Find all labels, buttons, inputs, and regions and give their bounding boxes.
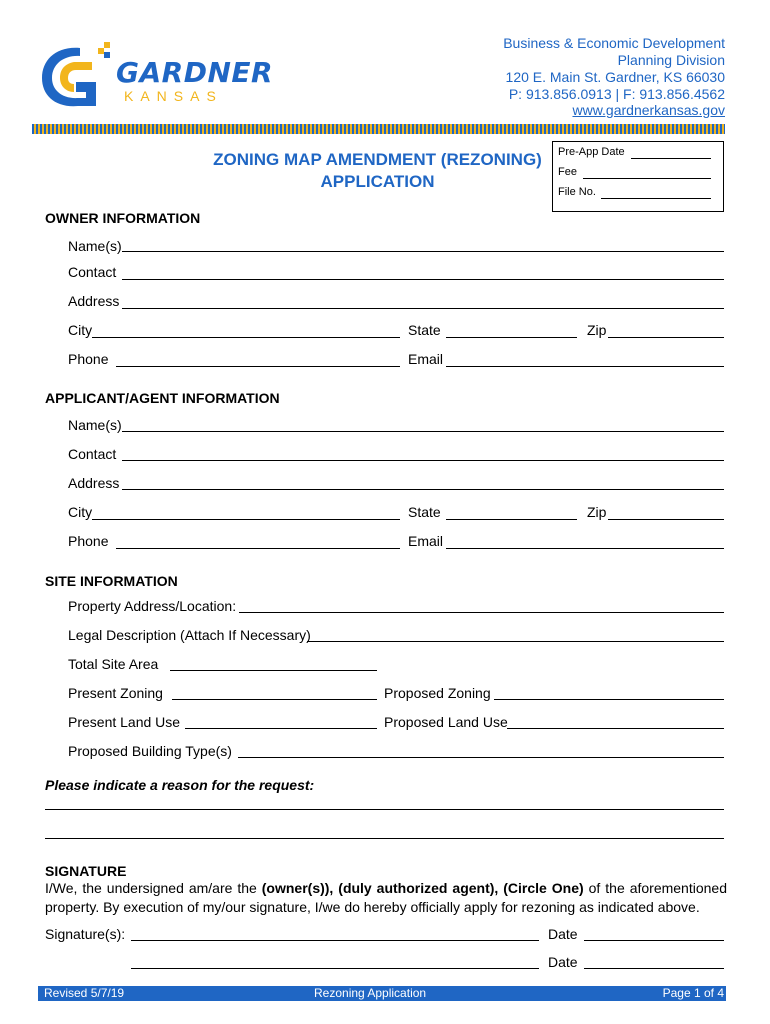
agent-contact-label: Contact xyxy=(68,446,117,462)
reason-prompt: Please indicate a reason for the request: xyxy=(45,777,315,793)
statement-start: I/We, the undersigned am/are the xyxy=(45,880,262,896)
owner-email-field[interactable] xyxy=(446,366,724,367)
logo-sub: KANSAS xyxy=(124,88,223,104)
website-link[interactable]: www.gardnerkansas.gov xyxy=(572,102,725,118)
present-use-label: Present Land Use xyxy=(68,714,181,730)
agent-state-field[interactable] xyxy=(446,519,577,520)
owner-state-field[interactable] xyxy=(446,337,577,338)
office-use-box xyxy=(552,141,724,212)
building-types-field[interactable] xyxy=(238,757,724,758)
owner-phone-field[interactable] xyxy=(116,366,400,367)
signature-heading: SIGNATURE xyxy=(45,863,127,879)
total-area-label: Total Site Area xyxy=(68,656,159,672)
date-label-1: Date xyxy=(548,926,578,942)
owner-contact-label: Contact xyxy=(68,264,117,280)
agent-address-field[interactable] xyxy=(122,489,724,490)
date-field-1[interactable] xyxy=(584,940,724,941)
proposed-zoning-field[interactable] xyxy=(494,699,724,700)
reason-line-1[interactable] xyxy=(45,809,724,810)
owner-address-label: Address xyxy=(68,293,120,309)
preapp-label: Pre-App Date xyxy=(558,146,625,158)
owner-zip-label: Zip xyxy=(587,322,607,338)
agent-address-label: Address xyxy=(68,475,120,491)
signature-statement xyxy=(45,879,727,917)
owner-email-label: Email xyxy=(408,351,444,367)
date-field-2[interactable] xyxy=(584,968,724,969)
gardner-logo xyxy=(36,42,286,112)
proposed-use-field[interactable] xyxy=(507,728,724,729)
reason-line-2[interactable] xyxy=(45,838,724,839)
form-title: ZONING MAP AMENDMENT (REZONING) xyxy=(213,150,542,169)
gardner-g-icon xyxy=(36,42,112,110)
file-no-line[interactable] xyxy=(601,198,711,199)
owner-city-field[interactable] xyxy=(92,337,400,338)
agent-email-field[interactable] xyxy=(446,548,724,549)
agent-contact-field[interactable] xyxy=(122,460,724,461)
site-heading: SITE INFORMATION xyxy=(45,573,178,589)
agent-city-field[interactable] xyxy=(92,519,400,520)
proposed-use-label: Proposed Land Use xyxy=(384,714,508,730)
owner-city-label: City xyxy=(68,322,93,338)
agent-zip-label: Zip xyxy=(587,504,607,520)
header-divider xyxy=(32,124,725,134)
footer-doc-name: Rezoning Application xyxy=(314,986,427,1000)
present-zoning-field[interactable] xyxy=(172,699,377,700)
agent-names-field[interactable] xyxy=(122,431,724,432)
owner-state-label: State xyxy=(408,322,441,338)
legal-desc-field[interactable] xyxy=(307,641,724,642)
owner-phone-label: Phone xyxy=(68,351,109,367)
owner-zip-field[interactable] xyxy=(608,337,724,338)
file-no-label: File No. xyxy=(558,186,596,198)
office-address: 120 E. Main St. Gardner, KS 66030 xyxy=(505,69,725,85)
statement-end: of the aforementioned property. By execution of my/our signature, I/we do hereby officially apply for rezoning as indicated above. xyxy=(45,880,727,915)
fee-label: Fee xyxy=(558,166,577,178)
owner-heading: OWNER INFORMATION xyxy=(45,210,201,226)
dept-name: Business & Economic Development xyxy=(503,35,725,51)
agent-state-label: State xyxy=(408,504,441,520)
agent-city-label: City xyxy=(68,504,93,520)
agent-heading: APPLICANT/AGENT INFORMATION xyxy=(45,390,280,406)
page-number: Page 1 of 4 xyxy=(662,986,724,1000)
agent-names-label: Name(s) xyxy=(68,417,122,433)
owner-address-field[interactable] xyxy=(122,308,724,309)
signature-field-2[interactable] xyxy=(131,968,539,969)
legal-desc-label: Legal Description (Attach If Necessary) xyxy=(68,627,311,643)
agent-email-label: Email xyxy=(408,533,444,549)
phone-fax: P: 913.856.0913 | F: 913.856.4562 xyxy=(508,86,725,102)
total-area-field[interactable] xyxy=(170,670,377,671)
date-label-2: Date xyxy=(548,954,578,970)
page-footer xyxy=(38,986,726,1001)
revised-date: Revised 5/7/19 xyxy=(44,986,125,1000)
agent-phone-field[interactable] xyxy=(116,548,400,549)
agent-phone-label: Phone xyxy=(68,533,109,549)
form-title-line2: APPLICATION xyxy=(320,172,435,191)
property-address-label: Property Address/Location: xyxy=(68,598,237,614)
statement-role-options: (owner(s)), (duly authorized agent), (Circle One) xyxy=(261,880,584,896)
logo-name: GARDNER xyxy=(116,56,274,89)
present-zoning-label: Present Zoning xyxy=(68,685,163,701)
division-name: Planning Division xyxy=(617,52,725,68)
agent-zip-field[interactable] xyxy=(608,519,724,520)
owner-names-field[interactable] xyxy=(122,251,724,252)
signature-field-1[interactable] xyxy=(131,940,539,941)
property-address-field[interactable] xyxy=(239,612,724,613)
building-types-label: Proposed Building Type(s) xyxy=(68,743,232,759)
proposed-zoning-label: Proposed Zoning xyxy=(384,685,491,701)
fee-line[interactable] xyxy=(583,178,711,179)
signature-label: Signature(s): xyxy=(45,926,126,942)
preapp-line[interactable] xyxy=(631,158,711,159)
owner-names-label: Name(s) xyxy=(68,238,122,254)
owner-contact-field[interactable] xyxy=(122,279,724,280)
present-use-field[interactable] xyxy=(185,728,377,729)
